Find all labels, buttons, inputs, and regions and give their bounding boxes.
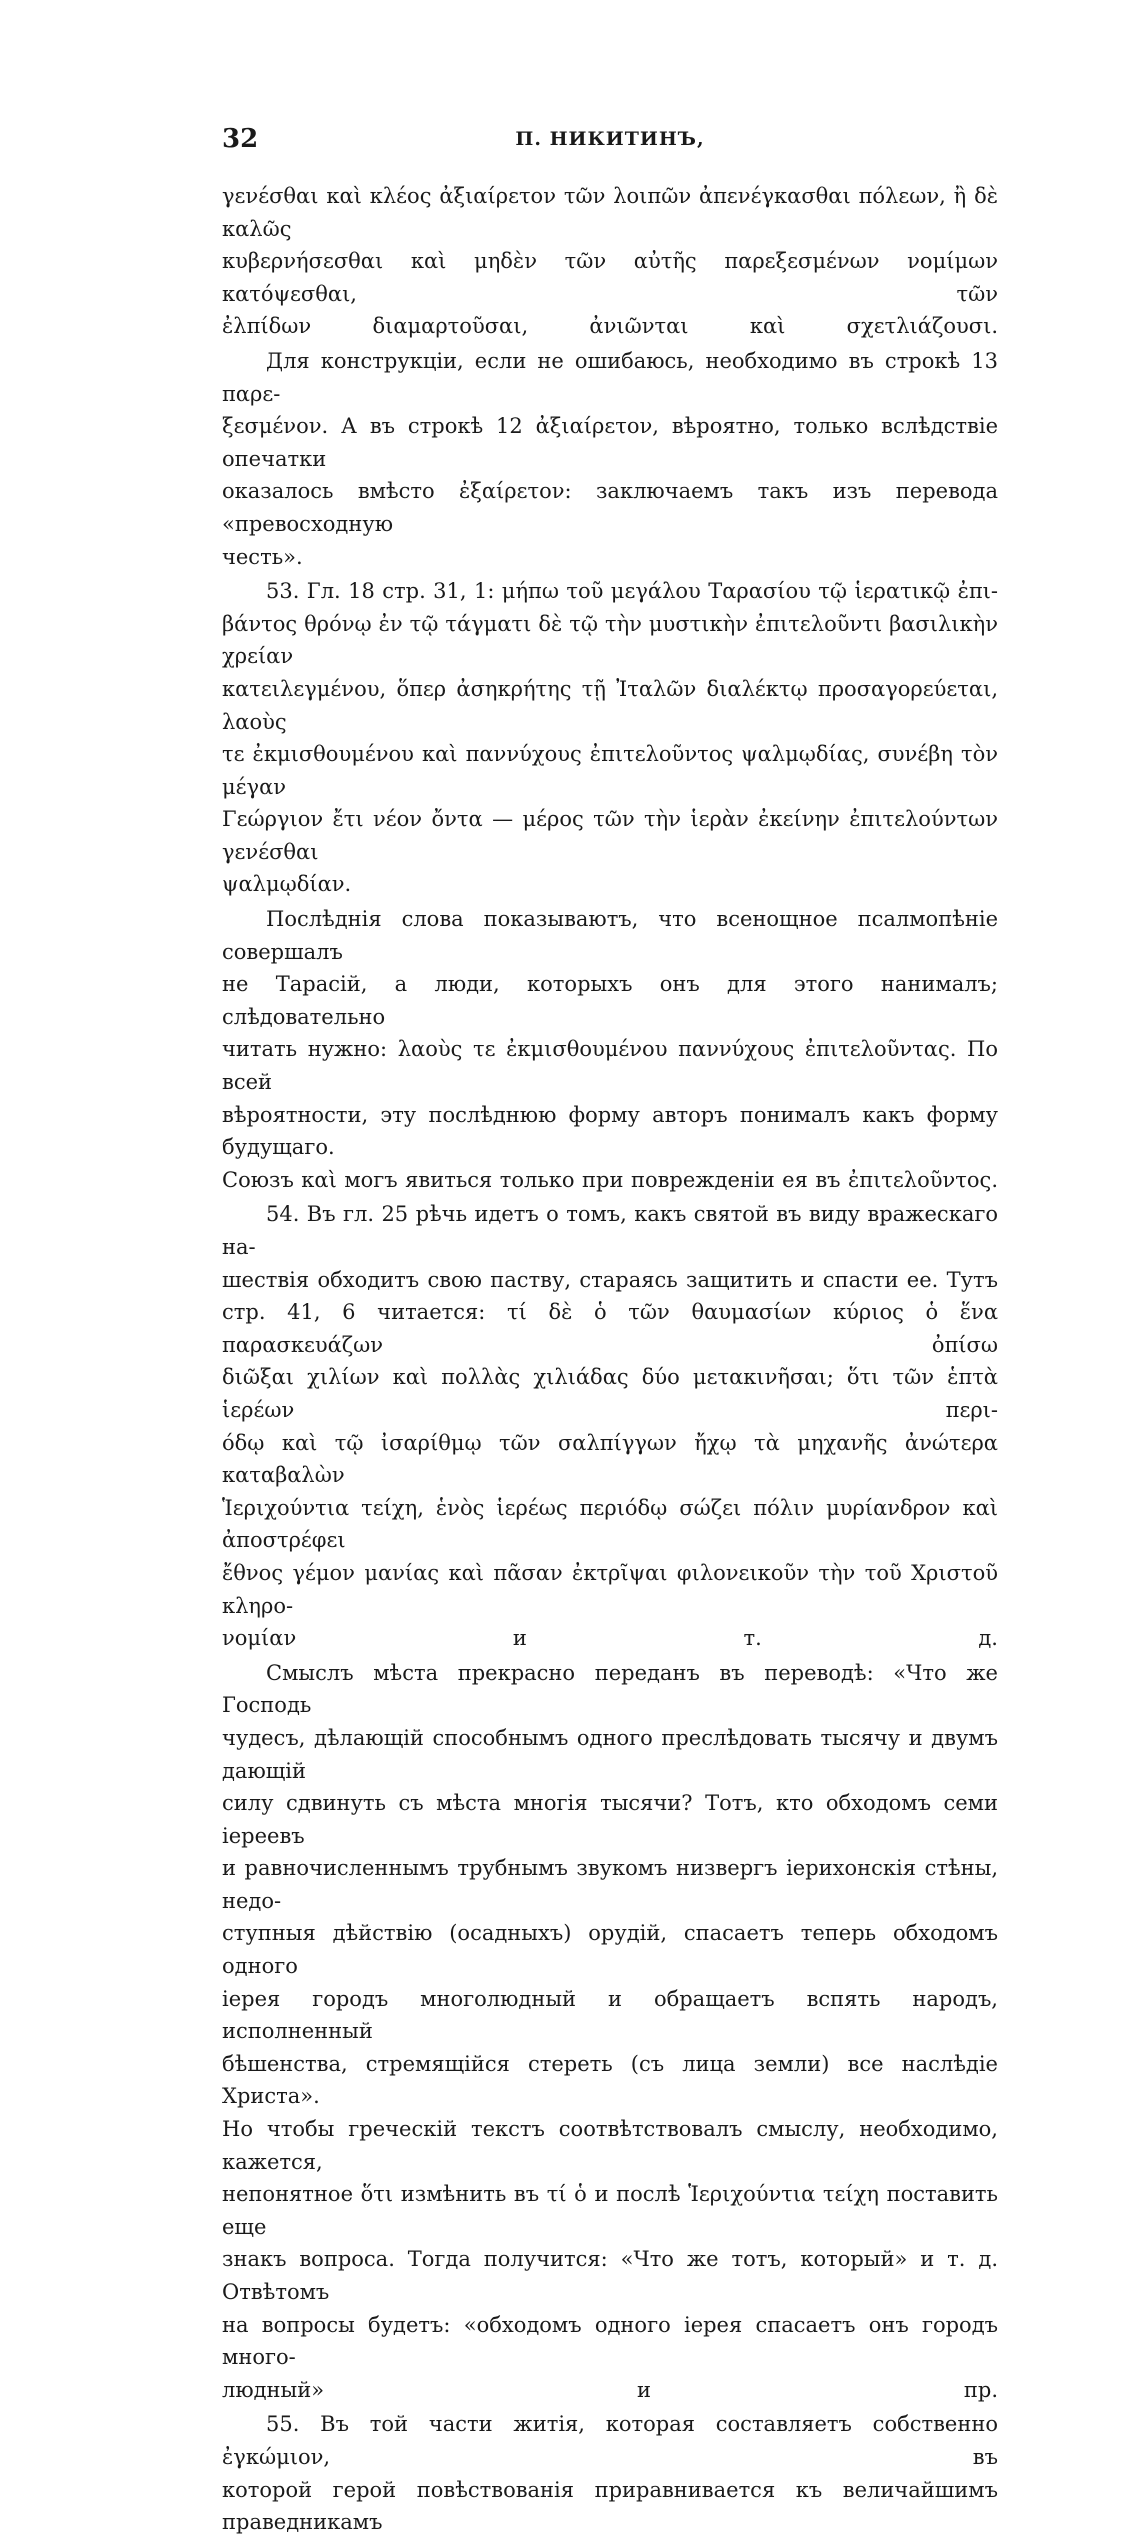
text-line: τε ἐκμισθουμένου καὶ παννύχους ἐπιτελοῦντος ψαλμῳδίας, συνέβη τὸν μέγαν [222,742,998,799]
text-line: читать нужно: λαοὺς τε ἐκμισθουμένου παννύχους ἐπιτελοῦντας. По всей [222,1037,998,1095]
text-line: 54. Въ гл. 25 рѣчь идетъ о томъ, какъ святой въ виду вражескаго на- [222,1202,998,1259]
page-number: 32 [222,124,259,154]
paragraph [222,1657,998,2407]
paragraph [222,180,998,343]
text-line: чудесъ, дѣлающій способнымъ одного преслѣдовать тысячу и двумъ дающій [222,1725,998,1783]
text-line: ψαλμῳδίαν. [222,872,352,897]
text-line: βάντος θρόνῳ ἐν τῷ τάγματι δὲ τῷ τὴν μυστικὴν ἐπιτελοῦντι βασιλικὴν χρείαν [222,611,998,669]
text-line: іерея городъ многолюдный и обращаетъ вспять народъ, исполненный [222,1986,998,2044]
text-line: и равночисленнымъ трубнымъ звукомъ низвергъ іерихонскія стѣны, недо- [222,1856,998,1913]
text-line: νομίαν и т. д. [222,1626,998,1651]
text-line: 53. Гл. 18 стр. 31, 1: μήπω τοῦ μεγάλου Ταρασίου τῷ ἱερατικῷ ἐπι- [266,579,998,604]
page-header [222,124,998,164]
page-body [222,180,998,2541]
text-line: Γεώργιον ἔτι νέον ὄντα — μέρος τῶν τὴν ἱερὰν ἐκείνην ἐπιτελούντων γενέσθαι [222,807,998,864]
paragraph [222,2408,998,2538]
text-line: Ἱεριχούντια τείχη, ἑνὸς ἱερέως περιόδῳ σώζει πόλιν μυρίανδρον καὶ ἀποστρέφει [222,1495,998,1553]
text-line: шествія обходитъ свою паству, стараясь защитить и спасти ее. Тутъ [222,1267,998,1292]
text-line: ступныя дѣйствію (осадныхъ) орудій, спасаетъ теперь обходомъ одного [222,1921,998,1979]
text-line: на вопросы будетъ: «обходомъ одного іерея спасаетъ онъ городъ много- [222,2312,998,2370]
text-line: вѣроятности, эту послѣднюю форму авторъ понималъ какъ форму будущаго. [222,1102,998,1160]
running-title: П. НИКИТИНЪ, [515,128,705,150]
text-line: Для конструкціи, если не ошибаюсь, необходимо въ строкѣ 13 παρε- [222,348,998,406]
text-line: όδῳ καὶ τῷ ἰσαρίθμῳ τῶν σαλπίγγων ἤχῳ τὰ μηχανῆς ἀνώτερα καταβαλὼν [222,1430,998,1488]
text-line: ξεσμένον. А въ строкѣ 12 ἀξιαίρετον, вѣроятно, только вслѣдствіе опечатки [222,414,998,471]
paragraph [222,345,998,573]
paragraph [222,1198,998,1654]
text-line: κυβερνήσεσθαι καὶ μηδὲν τῶν αὐτῆς παρεξεσμένων νομίμων κατόψεσθαι, τῶν [222,249,998,306]
text-line: не Тарасій, а люди, которыхъ онъ для этого нанималъ; слѣдовательно [222,972,998,1029]
paragraph [222,575,998,901]
text-line: διῶξαι χιλίων καὶ πολλὰς χιλιάδας δύο μετακινῆσαι; ὅτι τῶν ἑπτὰ ἱερέων περι- [222,1365,998,1422]
text-line: Союзъ καὶ могъ явиться только при поврежденіи ея въ ἐπιτελοῦντος. [222,1167,998,1192]
text-line: Смыслъ мѣста прекрасно переданъ въ переводѣ: «Что же Господь [222,1660,998,1718]
text-line: людный» и пр. [222,2377,998,2402]
text-line: оказалось вмѣсто ἐξαίρετον: заключаемъ такъ изъ перевода «превосходную [222,479,998,536]
text-line: γενέσθαι καὶ κλέος ἀξιαίρετον τῶν λοιπῶν ἀπενέγκασθαι πόλεων, ἢ δὲ καλῶς [222,184,998,241]
text-line: которой герой повѣствованія приравнивается къ величайшимъ праведникамъ [222,2477,998,2535]
text-line: честь». [222,544,303,569]
text-line: κατειλεγμένου, ὅπερ ἀσηκρήτης τῇ Ἰταλῶν διαλέκτῳ προσαγορεύεται, λαοὺς [222,676,998,734]
text-line: ἔθνος γέμον μανίας καὶ πᾶσαν ἐκτρῖψαι φιλονεικοῦν τὴν τοῦ Χριστοῦ κληρο- [222,1560,998,1618]
text-line: 55. Въ той части житія, которая составляетъ собственно ἐγκώμιον, въ [222,2412,998,2469]
paragraph [222,903,998,1196]
text-line: знакъ вопроса. Тогда получится: «Что же тотъ, который» и т. д. Отвѣтомъ [222,2247,998,2304]
text-line: Послѣднія слова показываютъ, что всенощное псалмопѣніе совершалъ [222,907,998,964]
text-line: силу сдвинуть съ мѣста многія тысячи? Тотъ, кто обходомъ семи іереевъ [222,1791,998,1848]
text-line: Но чтобы греческій текстъ соотвѣтствовалъ смыслу, необходимо, кажется, [222,2117,998,2174]
text-line: бѣшенства, стремящійся стереть (съ лица земли) все наслѣдіе Христа». [222,2051,998,2109]
text-line: непонятное ὅτι измѣнить въ τί ὁ и послѣ Ἱεριχούντια τείχη поставить еще [222,2182,998,2239]
text-line: стр. 41, 6 читается: τί δὲ ὁ τῶν θαυμασίων κύριος ὁ ἕνα παρασκευάζων ὀπίσω [222,1300,998,1357]
text-line: ἐλπίδων διαμαρτοῦσαι, ἀνιῶνται καὶ σχετλιάζουσι. [222,314,998,339]
